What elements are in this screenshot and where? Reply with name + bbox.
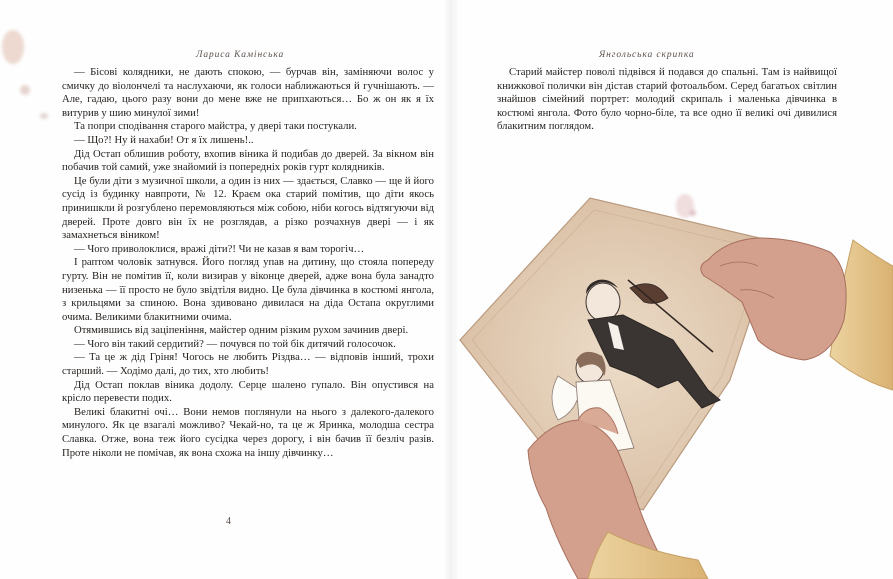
paragraph: — Чого він такий сердитий? — почувся по той бік дитячий голосочок. bbox=[74, 337, 396, 350]
paragraph: — Бісові колядники, не дають спокою, — бурчав він, заміняючи волос у смичку до віолончелі та наслухаючи, як голоси наближаються й гучнішають. — Але, гадаю, цього разу вони до мене вже не припхаються… Бо ж он як я їх витурив у шию минулої зими! bbox=[62, 66, 434, 119]
right-page-body bbox=[497, 66, 837, 134]
left-page-body bbox=[62, 66, 434, 460]
book-gutter bbox=[443, 0, 459, 579]
running-header-left: Лариса Камінська bbox=[196, 50, 285, 60]
paragraph: Дід Остап поклав віника додолу. Серце шалено гупало. Він опустився на крісло перевести подих. bbox=[62, 378, 434, 405]
paragraph: Та попри сподівання старого майстра, у двері таки постукали. bbox=[74, 120, 357, 133]
paragraph: Дід Остап облишив роботу, вхопив віника й подибав до дверей. За вікном він побачив той самий, уже знайомий із попередніх років гурт колядників. bbox=[62, 147, 434, 174]
paragraph: Старий майстер поволі підвівся й подався до спальні. Там із найвищої книжкової полички він дістав старий фотоальбом. Серед багатьох світлин знайшов сімейний портрет: молодий скрипаль і маленька дівчинка в костюмі янгола. Фото було чорно-біле, та все одно її великі очі дивилися блакитним поглядом. bbox=[497, 66, 837, 133]
paragraph: Це були діти з музичної школи, а один із них — здається, Славко — ще й його сусід із будинку навпроти, № 12. Краєм ока старий помітив, що діти якось принишкли й розгублено перемовляються між собою, ніби когось відтягуючи від дверей. Проте довго він їх не розглядав, а різко розчахнув двері — і як замахнеться віником! bbox=[62, 174, 434, 242]
watercolor-stain bbox=[20, 85, 30, 95]
paragraph: — Що?! Ну й нахаби! От я їх лишень!.. bbox=[74, 133, 254, 146]
paragraph: Великі блакитні очі… Вони немов поглянули на нього з далекого-далекого минулого. Як це взагалі можливо? Чекай-но, та це ж Яринка, молодша сестра Славка. Отже, вона теж його сусідка через дорогу, і він бачив її безліч разів. Проте ніколи не помічав, як вона схожа на іншу дівчинку… bbox=[62, 405, 434, 459]
running-header-right: Янгольська скрипка bbox=[599, 50, 695, 60]
hands-holding-photograph-illustration bbox=[458, 180, 893, 579]
watercolor-stain bbox=[2, 30, 24, 64]
paragraph: — Чого приволоклися, вражі діти?! Чи не казав я вам торогіч… bbox=[74, 242, 365, 255]
page-number: 4 bbox=[226, 516, 231, 527]
paragraph: Отямившись від заціпеніння, майстер одним різким рухом зачинив двері. bbox=[74, 324, 409, 337]
watercolor-stain bbox=[40, 113, 48, 119]
paragraph: — Та це ж дід Гріня! Чогось не любить Різдва… — відповів інший, трохи старший. — Ходімо далі, до тих, хто любить! bbox=[62, 351, 434, 378]
paragraph: І раптом чоловік затнувся. Його погляд упав на дитину, що стояла попереду гурту. Він не помітив її, коли визирав у віконце дверей, адже вона була занадто низенька — її просто не було звідтіля видно. Це була дівчинка в костюмі янгола, з крильцями за спиною. Вона здивовано дивилася на діда Остапа округлими очима. Великими блакитними очима. bbox=[62, 256, 434, 323]
